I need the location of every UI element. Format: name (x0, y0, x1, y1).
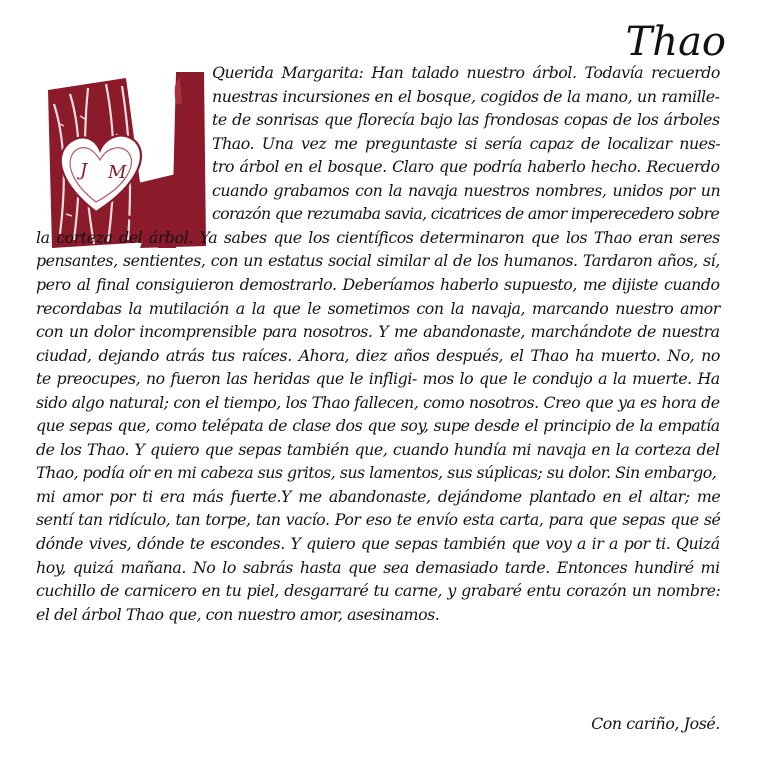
letter-line: te preocupes, no fueron las heridas que le infligi- mos lo que le condujo a la muerte. Ha (36, 369, 720, 389)
letter-line: Querida Margarita: Han talado nuestro árbol. Todavía recuerdo (212, 63, 720, 82)
letter-line: el del árbol Thao que, con nuestro amor, asesinamos. (36, 604, 440, 624)
letter-line: pero al final consiguieron demostrarlo. Deberíamos haberlo supuesto, me dijiste cuando (36, 274, 720, 294)
letter-line: ciudad, dejando atrás tus raíces. Ahora, diez años después, el Thao ha muerto. No, no (36, 345, 720, 365)
initial-m: M (108, 162, 127, 183)
initial-j: J (80, 160, 88, 181)
letter-line: cuando grabamos con la navaja nuestros nombres, unidos por un (212, 180, 721, 200)
letter-line: dónde vives, dónde te escondes. Y quiero que sepas también que voy a ir a por ti. Quizá (36, 534, 720, 553)
letter-line: que sepas que, como telépata de clase dos que soy, supe desde el principio de la empatía (36, 416, 720, 436)
letter-line: corazón que rezumaba savia, cicatrices de amor imperecedero sobre (212, 204, 719, 224)
letter-line: nuestras incursiones en el bosque, cogidos de la mano, un ramille- (212, 86, 720, 106)
letter-line: recordabas la mutilación a la que le sometimos con la navaja, marcando nuestro amor (36, 298, 720, 318)
letter-line: de los Thao. Y quiero que sepas también que, cuando hundía mi navaja en la corteza del (36, 439, 720, 459)
letter-line: con un dolor incomprensible para nosotros. Y me abandonaste, marchándote de nuestra (36, 322, 720, 342)
letter-line: te de sonrisas que florecía bajo las frondosas copas de los árboles (212, 110, 720, 130)
letter-line: cuchillo de carnicero en tu piel, desgarraré tu carne, y grabaré entu corazón un nombre: (36, 581, 721, 601)
letter-line: sido algo natural; con el tiempo, los Thao fallecen, como nosotros. Creo que ya es hora de (36, 392, 720, 412)
letter-line: sentí tan ridículo, tan torpe, tan vacío. Por eso te envío esta carta, para que sepas que sé (36, 510, 721, 530)
page-title: Thao (625, 19, 726, 65)
letter-line: Thao. Una vez me preguntaste si sería capaz de localizar nues- (212, 133, 721, 153)
letter-line: mi amor por ti era más fuerte.Y me abandonaste, dejándome plantado en el altar; me (36, 486, 721, 506)
carved-tree-heart-icon (30, 64, 210, 250)
letter-line: hoy, quizá mañana. No lo sabrás hasta que sea demasiado tarde. Entonces hundiré mi (36, 557, 720, 577)
letter-line: la corteza del árbol. Ya sabes que los científicos determinaron que los Thao eran seres (36, 227, 720, 247)
signature: Con cariño, José. (591, 714, 720, 733)
letter-line: pensantes, sentientes, con un estatus social similar al de los humanos. Tardaron años, sí, (36, 251, 720, 271)
letter-line: Thao, podía oír en mi cabeza sus gritos, sus lamentos, sus súplicas; su dolor. Sin embargo, (36, 463, 717, 483)
letter-line: tro árbol en el bosque. Claro que podría haberlo hecho. Recuerdo (212, 157, 720, 177)
